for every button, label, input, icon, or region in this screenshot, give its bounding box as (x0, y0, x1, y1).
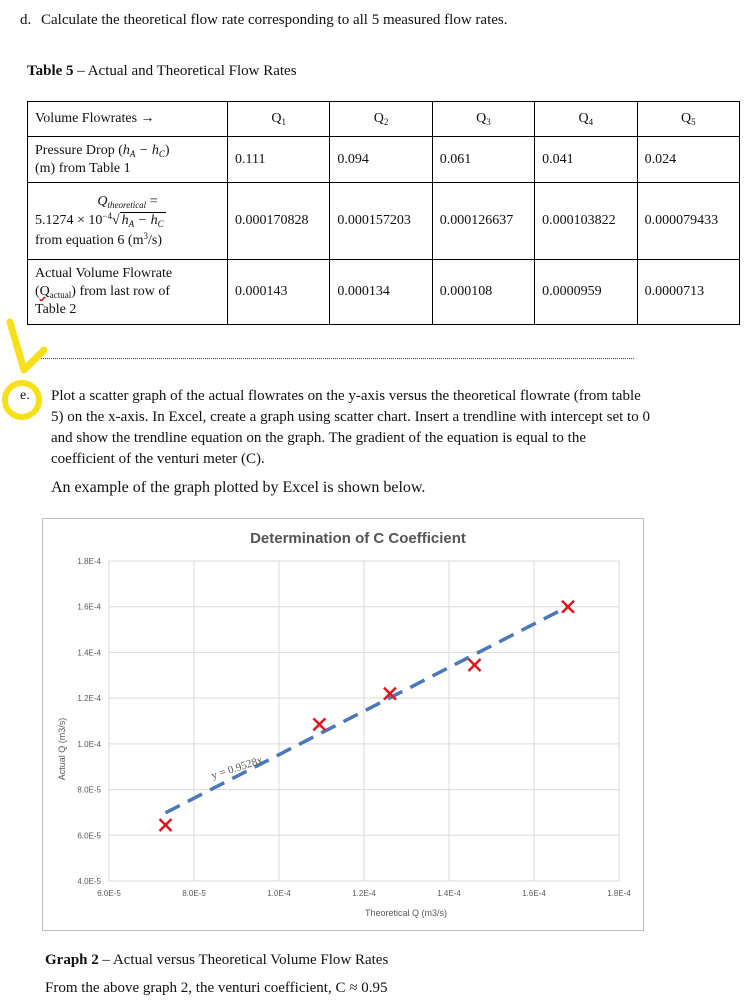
y-tick-label: 8.0E-5 (77, 785, 101, 795)
x-axis-label: Theoretical Q (m3/s) (364, 908, 448, 918)
header-q4: $Q_4$ (535, 102, 637, 137)
table-caption-bold: Table 5 (27, 63, 74, 79)
conclusion-text: From the above graph 2, the venturi coefficient, C ≈ 0.95 (45, 980, 388, 996)
chart-grid (109, 561, 619, 881)
row-label-actual: Actual Volume Flowrate $(Q_{actual})$ from last row of Table 2 (28, 260, 228, 325)
row-label-theoretical: $Q_{theoretical}$ = $5.1274 \times 10^{-4}√$ $h_A - h_C$ from equation 6 $(m^3/s)$ (28, 183, 228, 260)
graph-caption-bold: Graph 2 (45, 952, 99, 968)
data-point-marker (313, 718, 325, 730)
x-tick-label: 1.6E-4 (522, 889, 546, 898)
table-cell: 0.000170828 (228, 183, 330, 260)
table-cell: 0.000157203 (330, 183, 432, 260)
flowrate-table (27, 101, 740, 325)
y-tick-labels (77, 557, 101, 886)
y-tick-label: 1.2E-4 (77, 694, 101, 704)
y-axis-label: Actual Q (m3/s) (57, 717, 67, 781)
header-q1: $Q_1$ (228, 102, 330, 137)
chart-area (42, 518, 644, 931)
table-row (28, 260, 740, 325)
trendline (166, 607, 568, 813)
x-tick-label: 1.4E-4 (437, 889, 461, 898)
question-e-letter: e. (20, 388, 30, 403)
table-cell: 0.061 (432, 137, 534, 183)
x-tick-label: 1.0E-4 (267, 889, 291, 898)
question-d (20, 12, 508, 29)
table-row (28, 183, 740, 260)
dotted-separator (36, 358, 634, 359)
table-header-row (28, 102, 740, 137)
x-tick-labels (97, 889, 631, 898)
table-row (28, 137, 740, 183)
trendline-label: y = 0.9528x (210, 754, 265, 783)
table-cell: 0.041 (535, 137, 637, 183)
table-cell: 0.024 (637, 137, 739, 183)
table-cell: 0.000079433 (637, 183, 739, 260)
header-label: Volume Flowrates → (28, 102, 228, 137)
scatter-chart (43, 519, 643, 930)
y-tick-label: 1.8E-4 (77, 557, 101, 566)
y-tick-label: 6.0E-5 (77, 831, 101, 841)
table-cell: 0.0000959 (535, 260, 637, 325)
graph-caption-rest: – Actual versus Theoretical Volume Flow Rates (98, 952, 389, 968)
question-e-text: Plot a scatter graph of the actual flowrates on the y-axis versus the theoretical flowrate (from table 5) on the x-axis. In Excel, create a graph using scatter chart. Insert a trendline with intercept set to 0 and show the trendline equation on the graph. The gradient of the equation is equal to the coefficient of the venturi meter (C). (51, 388, 650, 467)
row-label-pressure-drop: Pressure Drop $(h_A - h_C)$ (m) from Table 1 (28, 137, 228, 183)
table-cell: 0.111 (228, 137, 330, 183)
question-d-letter: d. (20, 12, 32, 28)
header-q3: $Q_3$ (432, 102, 534, 137)
question-d-text: Calculate the theoretical flow rate corresponding to all 5 measured flow rates. (41, 12, 508, 28)
x-tick-label: 6.0E-5 (97, 889, 121, 898)
table-caption (27, 63, 297, 80)
graph-caption (45, 952, 388, 969)
y-tick-label: 1.6E-4 (77, 602, 101, 612)
table-cell: 0.000143 (228, 260, 330, 325)
y-tick-label: 1.0E-4 (77, 739, 101, 749)
table-caption-rest: – Actual and Theoretical Flow Rates (73, 63, 297, 79)
header-q5: $Q_5$ (637, 102, 739, 137)
table-cell: 0.000103822 (535, 183, 637, 260)
y-tick-label: 4.0E-5 (77, 877, 101, 886)
table-cell: 0.0000713 (637, 260, 739, 325)
table-cell: 0.094 (330, 137, 432, 183)
table-cell: 0.000134 (330, 260, 432, 325)
table-cell: 0.000126637 (432, 183, 534, 260)
chart-title: Determination of C Coefficient (250, 530, 466, 547)
x-tick-label: 1.2E-4 (352, 889, 376, 898)
data-point-marker (469, 659, 481, 671)
y-tick-label: 1.4E-4 (77, 648, 101, 658)
x-tick-label: 8.0E-5 (182, 889, 206, 898)
data-point-marker (160, 819, 172, 831)
table-cell: 0.000108 (432, 260, 534, 325)
example-text: An example of the graph plotted by Excel is shown below. (51, 479, 426, 496)
x-tick-label: 1.8E-4 (607, 889, 631, 898)
trendline-dashed (166, 607, 568, 813)
header-q2: $Q_2$ (330, 102, 432, 137)
